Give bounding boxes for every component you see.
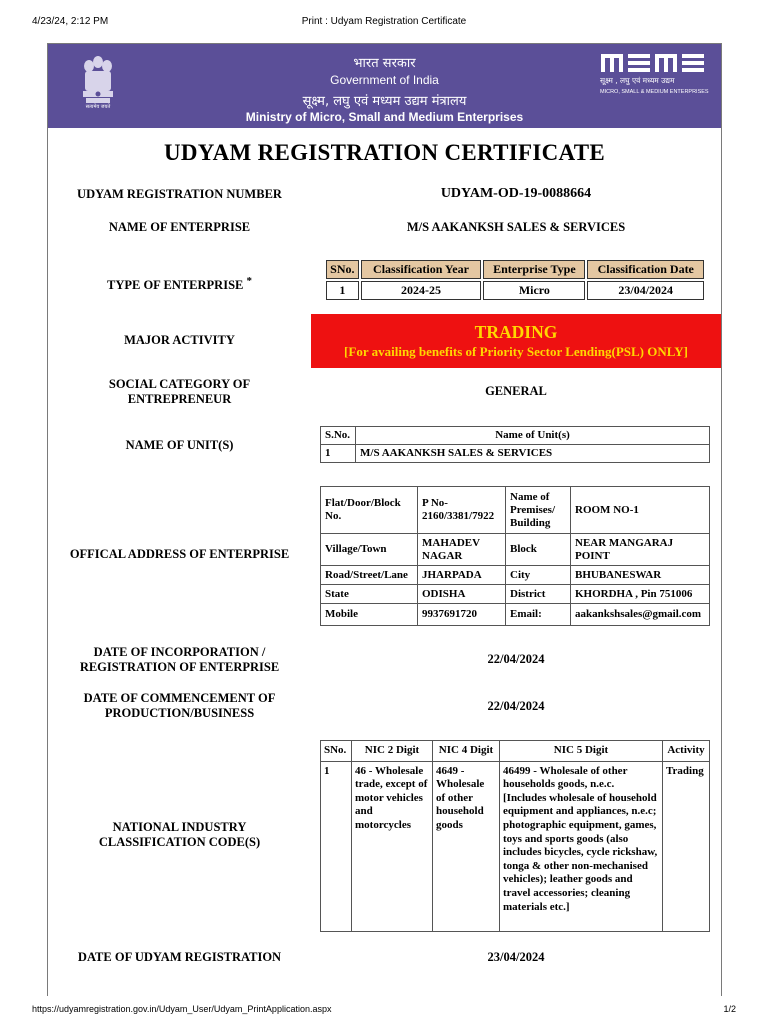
table-header-cell: Classification Year bbox=[361, 260, 482, 279]
government-banner bbox=[48, 44, 721, 128]
commencement-label bbox=[48, 691, 311, 721]
banner-government: Government of India bbox=[330, 73, 439, 87]
table-cell: NEAR MANGARAJ POINT bbox=[571, 534, 710, 566]
table-cell: 2024-25 bbox=[361, 281, 482, 300]
table-cell: 1 bbox=[321, 761, 352, 931]
table-row bbox=[321, 534, 710, 566]
table-cell: Name of Premises/ Building bbox=[506, 487, 571, 534]
banner-hindi-government: भारत सरकार bbox=[353, 56, 416, 71]
table-row bbox=[321, 445, 710, 463]
table-header-row bbox=[321, 427, 710, 445]
major-activity-box bbox=[311, 314, 721, 368]
incorporation-value: 22/04/2024 bbox=[487, 652, 545, 666]
table-cell: 1 bbox=[321, 445, 356, 463]
table-cell: MAHADEV NAGAR bbox=[418, 534, 506, 566]
social-category-label-line1: SOCIAL CATEGORY OF bbox=[108, 377, 251, 391]
nic-label bbox=[48, 820, 311, 850]
table-row bbox=[321, 566, 710, 585]
msme-logo-hindi: सूक्ष्म , लघु एवं मध्यम उद्यम bbox=[600, 76, 675, 85]
enterprise-type-table bbox=[324, 258, 706, 302]
table-cell: Village/Town bbox=[321, 534, 418, 566]
certificate-frame bbox=[47, 43, 722, 996]
print-page-number: 1/2 bbox=[723, 1004, 736, 1014]
msme-logo-icon bbox=[601, 52, 706, 74]
nic-label-line2: CLASSIFICATION CODE(S) bbox=[98, 835, 261, 849]
table-cell: ROOM NO-1 bbox=[571, 487, 710, 534]
table-row bbox=[326, 281, 704, 300]
table-cell: P No-2160/3381/7922 bbox=[418, 487, 506, 534]
social-category-label bbox=[48, 377, 311, 407]
commencement-label-line1: DATE OF COMMENCEMENT OF bbox=[83, 691, 276, 705]
table-header-cell: Name of Unit(s) bbox=[356, 427, 710, 445]
udyam-date-value: 23/04/2024 bbox=[487, 950, 545, 964]
enterprise-type-label-text: TYPE OF ENTERPRISE bbox=[107, 278, 244, 293]
print-footer bbox=[32, 1004, 736, 1014]
enterprise-name-value: M/S AAKANKSH SALES & SERVICES bbox=[406, 220, 626, 234]
table-header-cell: NIC 4 Digit bbox=[433, 741, 500, 762]
table-cell: M/S AAKANKSH SALES & SERVICES bbox=[356, 445, 710, 463]
banner-hindi-ministry: सूक्ष्म, लघु एवं मध्यम उद्यम मंत्रालय bbox=[302, 94, 467, 109]
table-header-cell: NIC 2 Digit bbox=[352, 741, 433, 762]
enterprise-name-label: NAME OF ENTERPRISE bbox=[108, 220, 251, 234]
enterprise-type-star: * bbox=[246, 275, 252, 287]
table-cell: BHUBANESWAR bbox=[571, 566, 710, 585]
table-cell: Email: bbox=[506, 604, 571, 626]
table-cell: 46499 - Wholesale of other households goods, n.e.c. [Includes wholesale of household equipment and appliances, n.e.c; photographic equipment, games, toys and sports goods (also includes bicycles, cycle rickshaw, tonga & other non-mechanised vehicles); leather goods and travel accessories; cleaning materials etc.] bbox=[500, 761, 663, 931]
major-activity-value: TRADING bbox=[474, 322, 558, 342]
print-url[interactable]: https://udyamregistration.gov.in/Udyam_User/Udyam_PrintApplication.aspx bbox=[32, 1004, 332, 1014]
units-label: NAME OF UNIT(S) bbox=[125, 438, 234, 452]
table-cell: 1 bbox=[326, 281, 359, 300]
table-header-row bbox=[326, 260, 704, 279]
table-cell: JHARPADA bbox=[418, 566, 506, 585]
table-row bbox=[321, 761, 710, 931]
table-cell: District bbox=[506, 585, 571, 604]
table-header-cell: Classification Date bbox=[587, 260, 704, 279]
enterprise-type-label bbox=[48, 274, 311, 293]
table-header-cell: SNo. bbox=[326, 260, 359, 279]
nic-table bbox=[320, 740, 710, 932]
table-row bbox=[321, 604, 710, 626]
nic-label-line1: NATIONAL INDUSTRY bbox=[112, 820, 247, 834]
incorporation-label bbox=[48, 645, 311, 675]
address-label: OFFICAL ADDRESS OF ENTERPRISE bbox=[69, 547, 290, 561]
udyam-date-label: DATE OF UDYAM REGISTRATION bbox=[77, 950, 282, 964]
table-header-row bbox=[321, 741, 710, 762]
table-cell: Block bbox=[506, 534, 571, 566]
incorporation-label-line2: REGISTRATION OF ENTERPRISE bbox=[79, 660, 280, 674]
address-table bbox=[320, 486, 710, 626]
table-header-cell: S.No. bbox=[321, 427, 356, 445]
table-cell: 4649 - Wholesale of other household goods bbox=[433, 761, 500, 931]
table-header-cell: Enterprise Type bbox=[483, 260, 585, 279]
commencement-label-line2: PRODUCTION/BUSINESS bbox=[104, 706, 255, 720]
major-activity-note: [For availing benefits of Priority Sector Lending(PSL) ONLY] bbox=[344, 344, 688, 359]
certificate-title: UDYAM REGISTRATION CERTIFICATE bbox=[163, 140, 605, 165]
table-cell: 46 - Wholesale trade, except of motor vehicles and motorcycles bbox=[352, 761, 433, 931]
table-cell: ODISHA bbox=[418, 585, 506, 604]
print-page-title: Print : Udyam Registration Certificate bbox=[301, 16, 467, 27]
table-cell: City bbox=[506, 566, 571, 585]
units-table bbox=[320, 426, 710, 463]
emblem-caption: सत्यमेव जयते bbox=[85, 104, 111, 110]
table-cell: 9937691720 bbox=[418, 604, 506, 626]
table-header-cell: Activity bbox=[663, 741, 710, 762]
table-header-cell: NIC 5 Digit bbox=[500, 741, 663, 762]
table-cell: Flat/Door/Block No. bbox=[321, 487, 418, 534]
table-cell: State bbox=[321, 585, 418, 604]
table-cell: Road/Street/Lane bbox=[321, 566, 418, 585]
table-cell: 23/04/2024 bbox=[587, 281, 704, 300]
table-cell: Mobile bbox=[321, 604, 418, 626]
print-datetime: 4/23/24, 2:12 PM bbox=[32, 16, 109, 27]
email-cell: aakankshsales@gmail.com bbox=[571, 604, 710, 626]
table-header-cell: SNo. bbox=[321, 741, 352, 762]
table-row bbox=[321, 487, 710, 534]
table-cell: KHORDHA , Pin 751006 bbox=[571, 585, 710, 604]
msme-logo-english: MICRO, SMALL & MEDIUM ENTERPRISES bbox=[600, 89, 709, 95]
major-activity-label: MAJOR ACTIVITY bbox=[124, 333, 235, 347]
table-cell: Micro bbox=[483, 281, 585, 300]
table-row bbox=[321, 585, 710, 604]
commencement-value: 22/04/2024 bbox=[487, 699, 545, 713]
incorporation-label-line1: DATE OF INCORPORATION / bbox=[93, 645, 266, 659]
reg-no-label: UDYAM REGISTRATION NUMBER bbox=[77, 187, 282, 201]
reg-no-value: UDYAM-OD-19-0088664 bbox=[440, 186, 592, 201]
social-category-label-line2: ENTREPRENEUR bbox=[127, 392, 232, 406]
banner-ministry: Ministry of Micro, Small and Medium Enterprises bbox=[245, 110, 524, 124]
table-cell: Trading bbox=[663, 761, 710, 931]
social-category-value: GENERAL bbox=[485, 384, 547, 398]
